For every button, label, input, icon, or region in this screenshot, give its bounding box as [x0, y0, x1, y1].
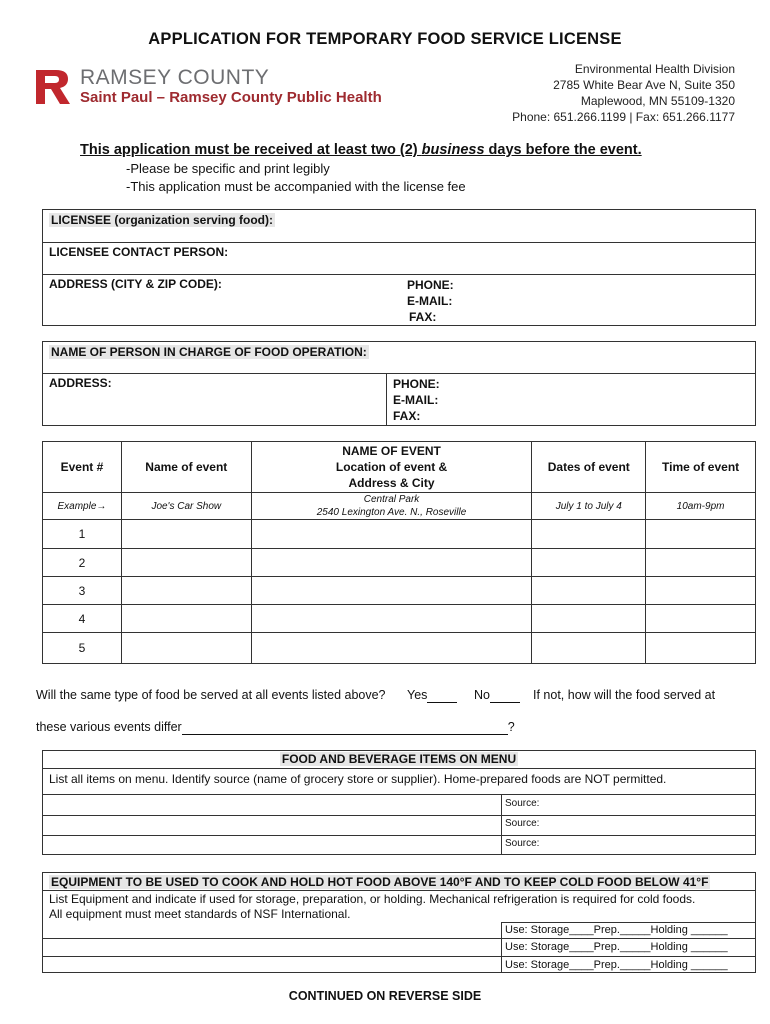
email-label: E-MAIL: — [393, 393, 439, 407]
notice-text: days before the event. — [484, 142, 642, 158]
no-blank[interactable] — [490, 688, 520, 703]
col-event-name: Name of event — [121, 442, 251, 493]
instructions-list — [126, 160, 466, 196]
yes-option[interactable] — [407, 688, 457, 703]
differ-label: these various events differ — [36, 720, 182, 734]
event-name-cell[interactable] — [121, 577, 251, 605]
event-location-cell[interactable] — [251, 520, 532, 549]
email-label: E-MAIL: — [407, 294, 453, 308]
person-in-charge-label: NAME OF PERSON IN CHARGE OF FOOD OPERATION: — [51, 345, 367, 359]
event-time-cell[interactable] — [646, 549, 756, 577]
event-dates-cell[interactable] — [532, 577, 646, 605]
example-location-line: 2540 Lexington Ave. N., Roseville — [316, 507, 467, 518]
fax-label: FAX: — [393, 409, 421, 423]
use-options[interactable]: Use: Storage____Prep._____Holding ______ — [505, 924, 728, 936]
equipment-section — [42, 872, 756, 973]
licensee-contact-labels — [407, 277, 454, 325]
event-number: 3 — [43, 577, 122, 605]
table-row — [43, 605, 756, 633]
event-number: 5 — [43, 633, 122, 664]
notice-italic: business — [421, 142, 485, 158]
phone-label: PHONE: — [407, 278, 454, 292]
event-time-cell[interactable] — [646, 577, 756, 605]
event-time-cell[interactable] — [646, 520, 756, 549]
pic-address-label: ADDRESS: — [49, 376, 112, 390]
event-name-cell[interactable] — [121, 520, 251, 549]
example-name: Joe's Car Show — [121, 493, 251, 520]
col-location — [251, 442, 532, 493]
event-name-cell[interactable] — [121, 549, 251, 577]
continued-footer: CONTINUED ON REVERSE SIDE — [288, 989, 482, 1003]
events-header-row — [43, 442, 756, 493]
pic-contact-labels — [393, 376, 440, 424]
deadline-notice — [80, 142, 642, 158]
table-row — [43, 520, 756, 549]
licensee-address-field[interactable] — [49, 294, 389, 322]
pic-phone-field[interactable] — [453, 375, 753, 423]
licensee-contact-label: LICENSEE CONTACT PERSON: — [49, 245, 229, 259]
licensee-org-field[interactable] — [343, 211, 753, 239]
event-dates-cell[interactable] — [532, 549, 646, 577]
example-time: 10am-9pm — [646, 493, 756, 520]
if-not-text: If not, how will the food served at — [533, 688, 716, 702]
licensee-org-label: LICENSEE (organization serving food): — [51, 213, 274, 227]
event-dates-cell[interactable] — [532, 605, 646, 633]
yes-blank[interactable] — [427, 688, 457, 703]
contact-address-block — [512, 61, 735, 125]
example-label: Example→ — [43, 493, 122, 520]
no-option[interactable] — [474, 688, 520, 703]
example-dates: July 1 to July 4 — [532, 493, 646, 520]
differ-answer-field[interactable] — [182, 720, 508, 735]
source-label: Source: — [505, 818, 540, 829]
event-location-cell[interactable] — [251, 633, 532, 664]
event-location-cell[interactable] — [251, 605, 532, 633]
person-in-charge-section — [42, 341, 756, 426]
address-line: 2785 White Bear Ave N, Suite 350 — [553, 78, 735, 92]
source-label: Source: — [505, 838, 540, 849]
name-of-event-header: NAME OF EVENT — [342, 444, 441, 458]
yes-label: Yes — [407, 688, 428, 702]
source-label: Source: — [505, 798, 540, 809]
event-dates-cell[interactable] — [532, 520, 646, 549]
event-time-cell[interactable] — [646, 605, 756, 633]
col-time: Time of event — [646, 442, 756, 493]
phone-label: PHONE: — [393, 377, 440, 391]
use-options[interactable]: Use: Storage____Prep._____Holding ______ — [505, 941, 728, 953]
menu-header: FOOD AND BEVERAGE ITEMS ON MENU — [281, 752, 517, 766]
event-name-cell[interactable] — [121, 605, 251, 633]
licensee-phone-field[interactable] — [463, 276, 753, 324]
example-location-line: Central Park — [363, 494, 420, 505]
ramsey-county-logo-icon — [36, 70, 72, 104]
event-name-cell[interactable] — [121, 633, 251, 664]
equipment-item-field[interactable] — [45, 940, 499, 955]
menu-item-field[interactable] — [45, 796, 499, 814]
example-location — [251, 493, 532, 520]
equipment-instruction-line: All equipment must meet standards of NSF International. — [49, 907, 351, 921]
menu-item-field[interactable] — [45, 837, 499, 854]
fax-label: FAX: — [409, 310, 437, 324]
example-row — [43, 493, 756, 520]
form-title: APPLICATION FOR TEMPORARY FOOD SERVICE LICENSE — [148, 30, 622, 48]
org-subtitle: Saint Paul – Ramsey County Public Health — [80, 89, 382, 106]
notice-text: This application must be received at least two (2) — [80, 142, 422, 158]
differ-question — [36, 720, 515, 735]
equipment-header: EQUIPMENT TO BE USED TO COOK AND HOLD HOT FOOD ABOVE 140°F AND TO KEEP COLD FOOD BELOW 41°F — [51, 875, 709, 889]
col-event-number: Event # — [43, 442, 122, 493]
licensee-section — [42, 209, 756, 326]
col-dates: Dates of event — [532, 442, 646, 493]
address-line: Environmental Health Division — [574, 62, 735, 76]
equipment-instruction-line: List Equipment and indicate if used for storage, preparation, or holding. Mechanical refrigeration is required for cold foods. — [49, 892, 696, 906]
person-in-charge-field[interactable] — [393, 343, 753, 371]
table-row — [43, 577, 756, 605]
licensee-contact-field[interactable] — [243, 243, 753, 271]
instruction-item: -This application must be accompanied with the license fee — [126, 179, 466, 194]
menu-item-field[interactable] — [45, 817, 499, 834]
equipment-item-field[interactable] — [45, 958, 499, 972]
instruction-item: -Please be specific and print legibly — [126, 161, 330, 176]
table-row — [43, 633, 756, 664]
menu-instructions: List all items on menu. Identify source (name of grocery store or supplier). Home-prepared foods are NOT permitted. — [49, 772, 667, 786]
licensee-address-label: ADDRESS (CITY & ZIP CODE): — [49, 277, 222, 291]
event-number: 1 — [43, 520, 122, 549]
location-header: Location of event & Address & City — [335, 460, 448, 490]
event-dates-cell[interactable] — [532, 633, 646, 664]
no-label: No — [474, 688, 490, 702]
event-time-cell[interactable] — [646, 633, 756, 664]
events-table — [42, 441, 756, 664]
event-location-cell[interactable] — [251, 577, 532, 605]
menu-section — [42, 750, 756, 855]
org-name: RAMSEY COUNTY — [80, 66, 270, 89]
event-location-cell[interactable] — [251, 549, 532, 577]
same-food-question: Will the same type of food be served at all events listed above? — [36, 688, 386, 702]
equipment-item-field[interactable] — [45, 924, 499, 937]
address-line: Phone: 651.266.1199 | Fax: 651.266.1177 — [512, 110, 735, 124]
use-options[interactable]: Use: Storage____Prep._____Holding ______ — [505, 959, 728, 971]
equipment-instructions — [49, 892, 695, 922]
address-line: Maplewood, MN 55109-1320 — [580, 94, 735, 108]
event-number: 4 — [43, 605, 122, 633]
question-mark: ? — [507, 720, 515, 734]
event-number: 2 — [43, 549, 122, 577]
pic-address-field[interactable] — [49, 392, 379, 422]
table-row — [43, 549, 756, 577]
